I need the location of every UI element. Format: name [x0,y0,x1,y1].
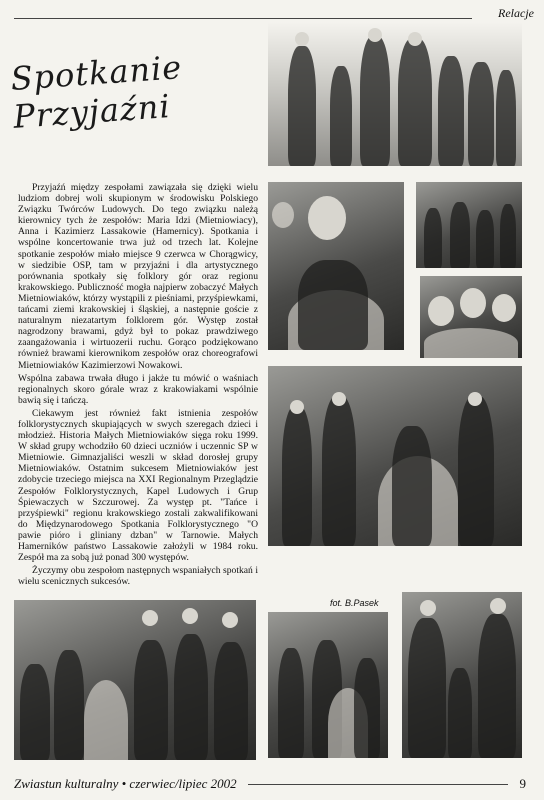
article-body [18,182,258,587]
photo-singing-girl [268,182,404,350]
photo-young-dancers [268,612,388,758]
paragraph: Życzymy obu zespołom następnych wspaniałych spotkań i wielu scenicznych sukcesów. [18,565,258,588]
article-title: Spotkanie Przyjaźni [9,48,184,136]
page-number: 9 [519,776,526,791]
photo-dance-performance [268,366,522,546]
footer-rule [248,784,508,785]
paragraph: Ciekawym jest również fakt istnienia zespołów folklorystycznych skupiających w swych szeregach dzieci i młodzież. Historia Małych Mietniowiaków sięga roku 1999. W skład grupy wchodziło 60 dzieci uczniów i uczennic SP w Mietniowie. Gimnazjaliści weszli w skład dorosłej grupy Mietniowiaków. Ostatnim sukcesem Mietniowiaków jest zdobycie trzeciego miejsca na XXI Regionalnym Przeglądzie Zespołów Folklorystycznych, Kapel Ludowych i Grup Śpiewaczych w Szczurowej. Za występ pt. "Tańce i przyśpiewki" regionu krakowskiego zostali zakwalifikowani do Międzynarodowego Spotkania Folklorystycznego "O pawie pióro i gliniany dzban" w Tarnowie. Małych Hamerników państwo Lassakowie założyli w 1984 roku. Zespół ma za sobą już ponad 300 występów. [18,407,258,564]
photo-children-lineup [14,600,256,760]
section-label: Relacje [498,6,534,20]
photo-children-faces [420,276,522,358]
publication-name: Zwiastun kulturalny • czerwiec/lipiec 2002 [14,776,237,791]
header-rule [14,18,472,19]
photo-leaders [402,592,522,758]
paragraph: Wspólna zabawa trwała długo i jakże tu mówić o waśniach regionalnych skoro górale wraz z krakowiakami wspólnie bawią się i tańczą. [18,372,258,406]
paragraph: Przyjaźń między zespołami zawiązała się dzięki wielu ludziom dobrej woli skupionym w środowisku Polskiego Związku Twórców Ludowych. Do tego związku należą kierownicy tych że zespołów: Maria Idzi (Mietniowiacy), Anna i Kazimierz Lassakowie (Hamernicy). Spotkania i wspólne koncertowanie trwa już od trzech lat. Kolejne spotkanie zespołów miało miejsce 9 czerwca w Chorągwicy, w siedzibie OSP, tam w przyjaźni i dla artystycznego porównania spotkały się folklory gór oraz regionu krakowskiego. Publiczność mogła najpierw zobaczyć Małych Mietniowiaków, którzy wystąpili z pieśniami, przyśpiewkami, tańcami ziemi krakowskiej i śląskiej, a następnie goście z naturalnym niezatartym folklorem gór. Występ został nagrodzony brawami, gdyż był to pokaz prawdziwego zaangażowania i wirtuozerii ruchu. Gorąco podziękowano również brawami kierownikom zespołów oraz choreografowi Mietniowiaków Kazimierzowi Nowakowi. [18,182,258,371]
photo-credit: fot. B.Pasek [330,598,379,608]
photo-dancers-group [416,182,522,268]
photo-musicians [268,22,522,166]
